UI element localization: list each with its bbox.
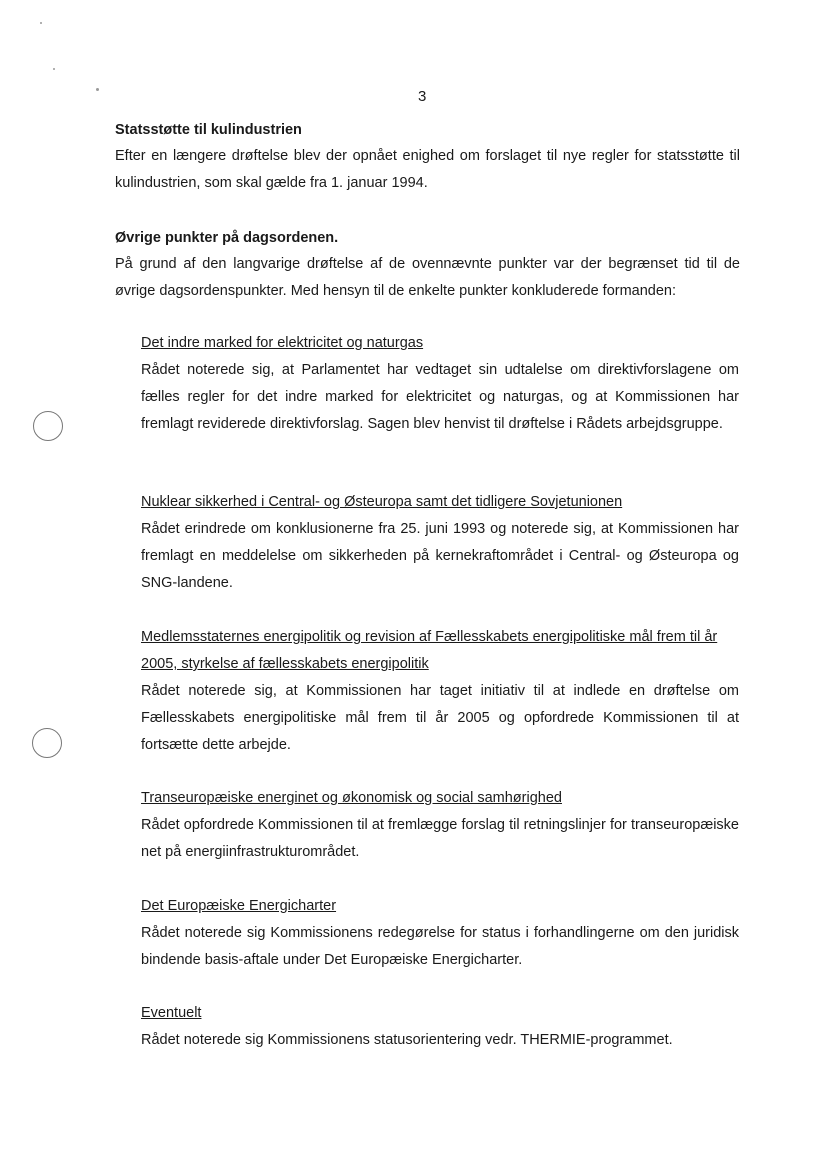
section-kulindustrien [115, 117, 740, 197]
section-heading: Statsstøtte til kulindustrien [115, 122, 302, 138]
topic-energipolitik [141, 624, 739, 759]
topic-body: Rådet noterede sig, at Parlamentet har vedtaget sin udtalelse om direktivforslagene om fælles regler for det indre marked for elektricitet og naturgas, og at Kommissionen har fremlagt reviderede direktivforslag. Sagen blev henvist til drøftelse i Rådets arbejdsgruppe. [141, 362, 739, 432]
section-body: Efter en længere drøftelse blev der opnået enighed om forslaget til nye regler for statsstøtte til kulindustrien, som skal gælde fra 1. januar 1994. [115, 148, 740, 191]
topic-indre-marked [141, 330, 739, 438]
topic-body: Rådet opfordrede Kommissionen til at fremlægge forslag til retningslinjer for transeuropæiske net på energiinfrastrukturområdet. [141, 817, 739, 860]
scan-speck [53, 68, 55, 70]
punch-hole-lower [32, 728, 62, 758]
section-oevrige-punkter [115, 225, 740, 305]
scan-speck [40, 22, 42, 24]
topic-body: Rådet erindrede om konklusionerne fra 25. juni 1993 og noterede sig, at Kommissionen har fremlagt en meddelelse om sikkerheden på kernekraftområdet i Central- og Østeuropa og SNG-landene. [141, 521, 739, 591]
section-body: På grund af den langvarige drøftelse af de ovennævnte punkter var der begrænset tid til de øvrige dagsordenspunkter. Med hensyn til de enkelte punkter konkluderede formanden: [115, 256, 740, 299]
topic-title: Nuklear sikkerhed i Central- og Østeuropa samt det tidligere Sovjetunionen [141, 494, 623, 510]
punch-hole-upper [33, 411, 63, 441]
scan-speck [96, 88, 99, 91]
topic-energicharter [141, 893, 739, 974]
page-number: 3 [418, 88, 427, 105]
topic-title: Transeuropæiske energinet og økonomisk og social samhørighed [141, 790, 562, 806]
topic-title: Det indre marked for elektricitet og naturgas [141, 335, 424, 351]
topic-nuklear-sikkerhed [141, 489, 739, 597]
section-heading: Øvrige punkter på dagsordenen. [115, 230, 339, 246]
topic-title: Eventuelt [141, 1005, 202, 1021]
topic-eventuelt [141, 1000, 739, 1054]
topic-body: Rådet noterede sig Kommissionens statusorientering vedr. THERMIE-programmet. [141, 1032, 673, 1048]
topic-body: Rådet noterede sig Kommissionens redegørelse for status i forhandlingerne om den juridisk bindende basis-aftale under Det Europæiske Energicharter. [141, 925, 739, 968]
topic-body: Rådet noterede sig, at Kommissionen har taget initiativ til at indlede en drøftelse om Fællesskabets energipolitiske mål frem til år 2005 og opfordrede Kommissionen til at fortsætte dette arbejde. [141, 683, 739, 753]
topic-title: Det Europæiske Energicharter [141, 898, 337, 914]
topic-transeuropaeiske-energinet [141, 785, 739, 866]
topic-title: Medlemsstaternes energipolitik og revision af Fællesskabets energipolitiske mål frem til år 2005, styrkelse af fællesskabets energipolitik [141, 629, 718, 672]
